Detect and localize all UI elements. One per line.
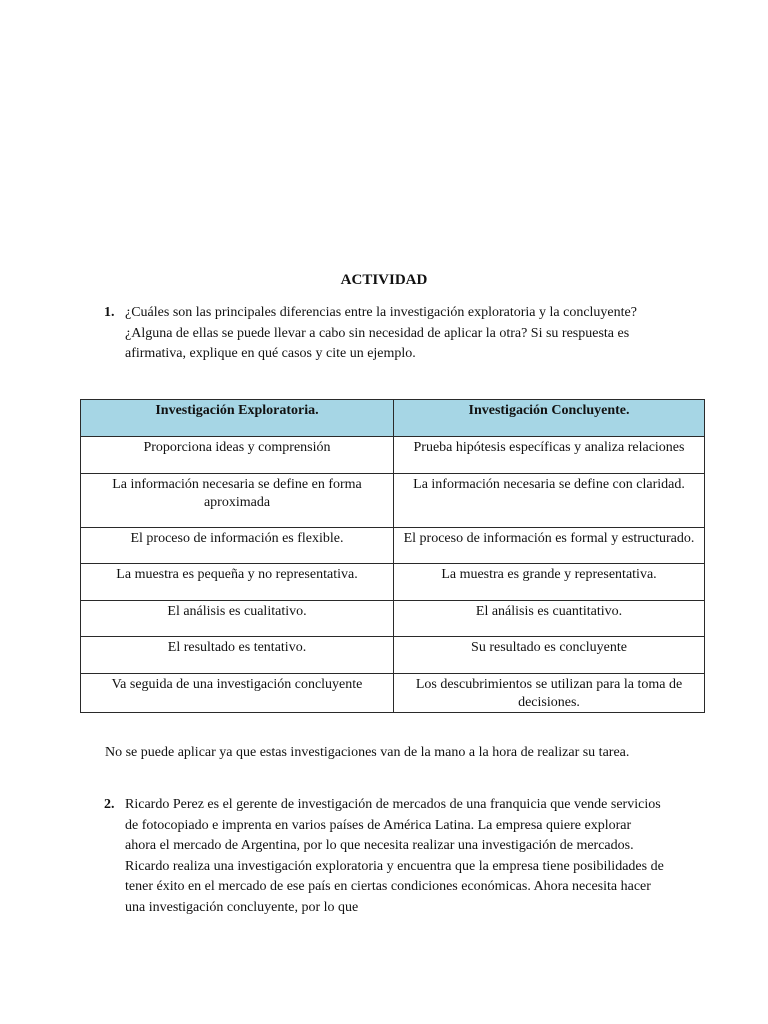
comparison-table <box>80 399 705 713</box>
cell-concluyente: Los descubrimientos se utilizan para la toma de decisiones. <box>394 673 705 712</box>
header-concluyente: Investigación Concluyente. <box>394 400 705 437</box>
table-row <box>81 673 705 712</box>
cell-concluyente: La muestra es grande y representativa. <box>394 564 705 601</box>
page-title: ACTIVIDAD <box>340 272 428 288</box>
cell-exploratoria: El resultado es tentativo. <box>81 637 394 674</box>
answer-1-text: No se puede aplicar ya que estas investigaciones van de la mano a la hora de realizar su tarea. <box>105 745 630 760</box>
question-2-number: 2. <box>104 797 115 812</box>
cell-concluyente: Prueba hipótesis específicas y analiza relaciones <box>394 437 705 474</box>
question-2 <box>104 795 664 918</box>
cell-concluyente: El análisis es cuantitativo. <box>394 600 705 637</box>
cell-concluyente: Su resultado es concluyente <box>394 637 705 674</box>
cell-exploratoria: El proceso de información es flexible. <box>81 527 394 564</box>
table-header-row <box>81 400 705 437</box>
question-1-text: ¿Cuáles son las principales diferencias entre la investigación exploratoria y la concluyente? ¿Alguna de ellas se puede llevar a cabo sin necesidad de aplicar la otra? Si su respuesta es afirmativa, explique en qué casos y cite un ejemplo. <box>125 305 637 361</box>
table-row <box>81 600 705 637</box>
cell-concluyente: El proceso de información es formal y estructurado. <box>394 527 705 564</box>
cell-exploratoria: El análisis es cualitativo. <box>81 600 394 637</box>
table-row <box>81 564 705 601</box>
cell-exploratoria: La información necesaria se define en forma aproximada <box>81 473 394 527</box>
cell-exploratoria: La muestra es pequeña y no representativa. <box>81 564 394 601</box>
question-1 <box>104 303 664 365</box>
table-row <box>81 527 705 564</box>
table-row <box>81 473 705 527</box>
header-exploratoria: Investigación Exploratoria. <box>81 400 394 437</box>
cell-exploratoria: Proporciona ideas y comprensión <box>81 437 394 474</box>
table-row <box>81 437 705 474</box>
cell-concluyente: La información necesaria se define con claridad. <box>394 473 705 527</box>
question-1-number: 1. <box>104 305 115 320</box>
table-row <box>81 637 705 674</box>
cell-exploratoria: Va seguida de una investigación concluyente <box>81 673 394 712</box>
question-2-text: Ricardo Perez es el gerente de investigación de mercados de una franquicia que vende servicios de fotocopiado e imprenta en varios países de América Latina. La empresa quiere explorar ahora el mercado de Argentina, por lo que necesita realizar una investigación de mercados. Ricardo realiza una investigación exploratoria y encuentra que la empresa tiene posibilidades de tener éxito en el mercado de ese país en ciertas condiciones económicas. Ahora necesita hacer una investigación concluyente, por lo que <box>125 797 664 915</box>
